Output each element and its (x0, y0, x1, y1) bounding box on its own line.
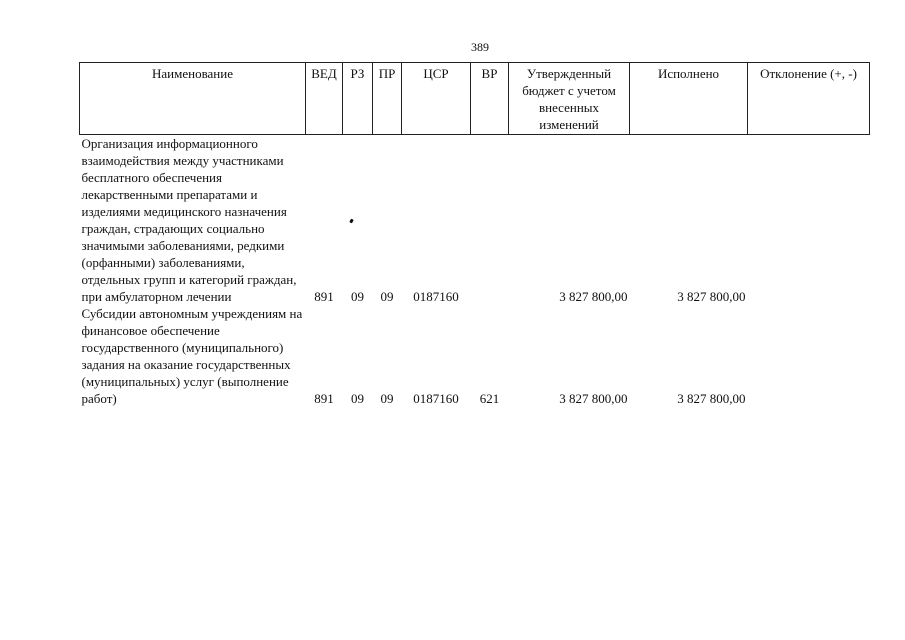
row-ved: 891 (314, 289, 334, 304)
header-pr: ПР (373, 63, 402, 135)
row-pr: 09 (380, 391, 394, 406)
header-deviation: Отклонение (+, -) (748, 63, 870, 135)
row-name: Организация информационного взаимодействия между участниками бесплатного обеспечения лекарственными препаратами и изделиями медицинского назначения граждан, страдающих социально значимыми заболеваниями, редкими (орфанными) заболеваниями, отдельных групп и категорий граждан, при амбулаторном лечении (81, 136, 297, 304)
row-approved: 3 827 800,00 (559, 289, 628, 304)
header-name: Наименование (80, 63, 306, 135)
row-csr: 0187160 (413, 289, 459, 304)
row-deviation (748, 135, 870, 306)
header-executed: Исполнено (630, 63, 748, 135)
header-approved: Утвержденный бюджет с учетом внесенных изменений (509, 63, 630, 135)
table-row (80, 305, 870, 407)
row-vr: 621 (479, 391, 500, 406)
row-deviation (748, 305, 870, 407)
row-approved: 3 827 800,00 (559, 391, 628, 406)
row-csr: 0187160 (413, 391, 459, 406)
row-name: Субсидии автономным учреждениям на финансовое обеспечение государственного (муниципального) задания на оказание государственных (муниципальных) услуг (выполнение работ) (81, 306, 303, 406)
header-csr: ЦСР (402, 63, 471, 135)
row-executed: 3 827 800,00 (677, 391, 746, 406)
row-pr: 09 (380, 289, 394, 304)
row-rz: 09 (351, 289, 364, 304)
budget-execution-table (79, 62, 870, 407)
row-rz: 09 (351, 391, 364, 406)
table-row (80, 135, 870, 306)
header-ved: ВЕД (306, 63, 343, 135)
row-executed: 3 827 800,00 (677, 289, 746, 304)
row-vr (471, 135, 509, 306)
table-header (80, 63, 870, 135)
header-rz: РЗ (343, 63, 373, 135)
page-number: 389 (471, 40, 489, 54)
row-ved: 891 (314, 391, 334, 406)
header-vr: ВР (471, 63, 509, 135)
